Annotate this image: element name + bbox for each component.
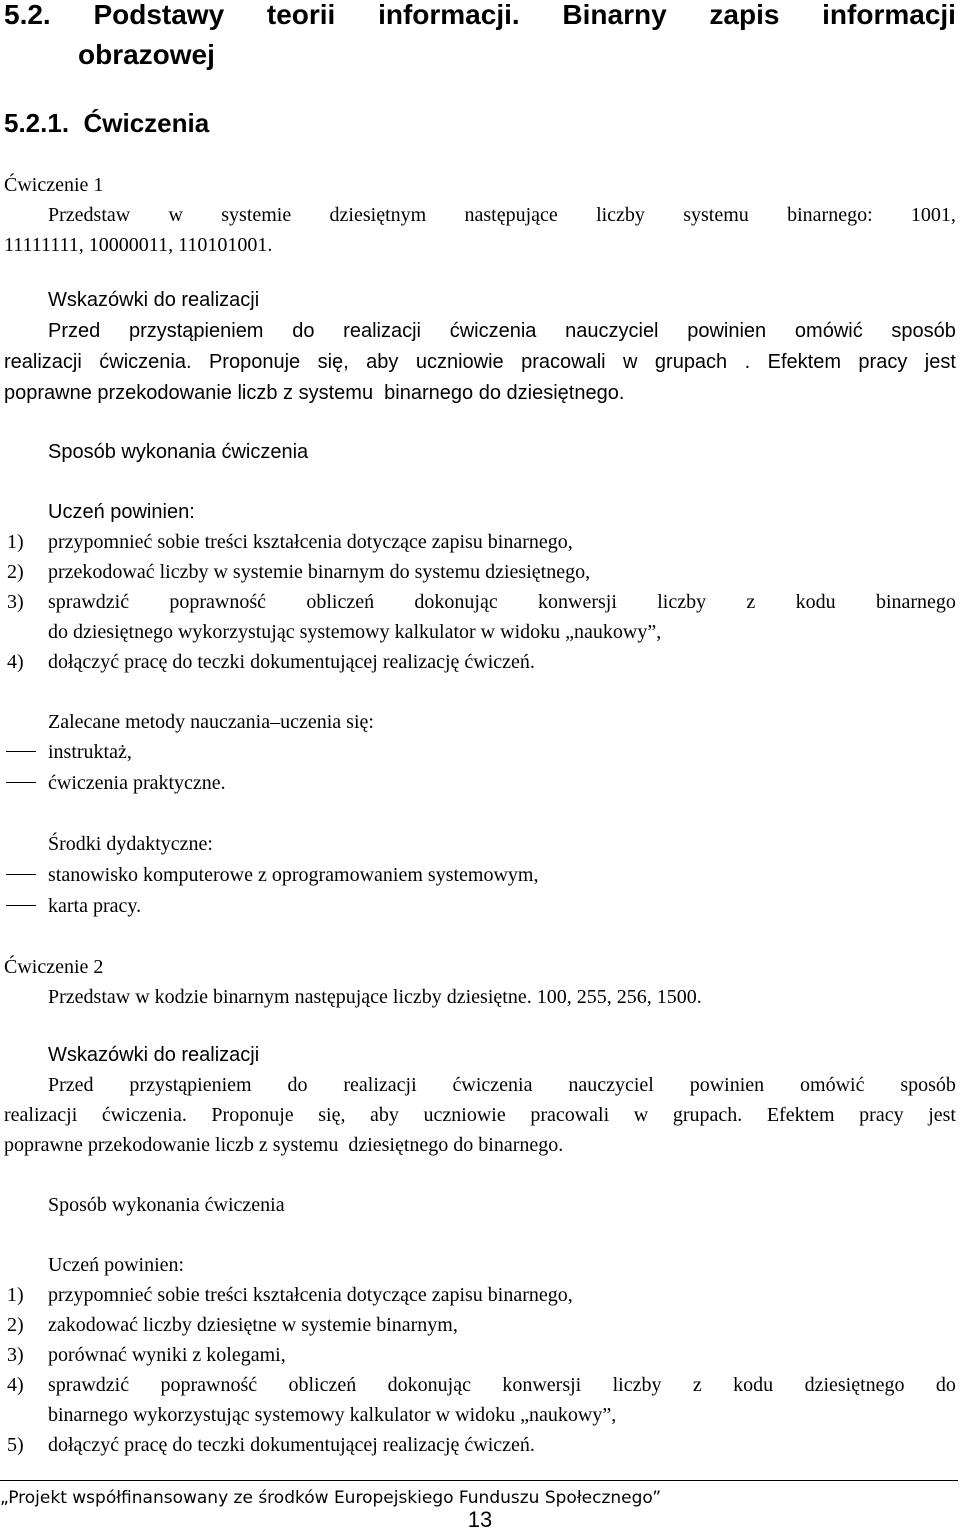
exercise-2-heading: Ćwiczenie 2	[4, 956, 104, 978]
exercise-2-hints-line1: Przed przystąpieniem do realizacji ćwiczenia nauczyciel powinien omówić sposób	[48, 1074, 956, 1096]
exercise-2-method-heading: Sposób wykonania ćwiczenia	[48, 1194, 285, 1216]
list-item-justified-text: sprawdzić poprawność obliczeń dokonując konwersji liczby z kodu dziesiętnego do	[48, 1374, 956, 1396]
dash-bullet-icon	[6, 782, 36, 783]
exercise-2-student-heading: Uczeń powinien:	[48, 1254, 185, 1276]
section-title: 5.2. Podstawy teorii informacji. Binarny zapis informacji	[4, 0, 956, 30]
page-number: 13	[467, 1507, 493, 1532]
exercise-1-hints-line3: poprawne przekodowanie liczb z systemu binarnego do dziesiętnego.	[4, 382, 625, 404]
dash-bullet-icon	[6, 874, 36, 875]
exercise-1-task-line2: 11111111, 10000011, 110101001.	[4, 234, 273, 256]
list-item-continuation: do dziesiętnego wykorzystując systemowy kalkulator w widoku „naukowy”,	[48, 621, 662, 643]
exercise-2-hints-line3: poprawne przekodowanie liczb z systemu dziesiętnego do binarnego.	[4, 1134, 564, 1156]
exercise-2-hints-heading: Wskazówki do realizacji	[48, 1044, 260, 1066]
exercise-1-tools-heading: Środki dydaktyczne:	[48, 833, 213, 855]
footer-project-note: „Projekt współfinansowany ze środków Europejskiego Funduszu Społecznego”	[0, 1488, 662, 1508]
list-item-continuation: binarnego wykorzystując systemowy kalkulator w widoku „naukowy”,	[48, 1404, 617, 1426]
exercise-1-hints-line1: Przed przystąpieniem do realizacji ćwiczenia nauczyciel powinien omówić sposób	[48, 320, 956, 342]
exercise-1-hints-line2: realizacji ćwiczenia. Proponuje się, aby uczniowie pracowali w grupach . Efektem pracy jest	[4, 351, 956, 373]
footer-divider	[0, 1480, 958, 1481]
exercise-1-method-heading: Sposób wykonania ćwiczenia	[48, 441, 309, 463]
exercise-2-task: Przedstaw w kodzie binarnym następujące liczby dziesiętne. 100, 255, 256, 1500.	[48, 986, 702, 1008]
exercise-1-heading: Ćwiczenie 1	[4, 174, 104, 196]
list-item-justified-text: sprawdzić poprawność obliczeń dokonując konwersji liczby z kodu binarnego	[48, 591, 956, 613]
exercise-1-hints-heading: Wskazówki do realizacji	[48, 289, 260, 311]
subsection-title: 5.2.1. Ćwiczenia	[4, 108, 210, 138]
exercise-1-task-line1: Przedstaw w systemie dziesiętnym następujące liczby systemu binarnego: 1001,	[48, 204, 956, 226]
dash-bullet-icon	[6, 751, 36, 752]
exercise-1-student-heading: Uczeń powinien:	[48, 501, 195, 523]
exercise-2-hints-line2: realizacji ćwiczenia. Proponuje się, aby uczniowie pracowali w grupach. Efektem pracy jest	[4, 1104, 956, 1126]
exercise-1-methods-heading: Zalecane metody nauczania–uczenia się:	[48, 711, 374, 733]
section-title-line2: obrazowej	[78, 39, 215, 70]
dash-bullet-icon	[6, 905, 36, 906]
document-page: 5.2. Podstawy teorii informacji. Binarny zapis informacji obrazowej 5.2.1. Ćwiczenia Ćwiczenie 1 Przedstaw w systemie dziesiętnym następujące liczby systemu binarnego: 1001, 11111111, 10000011, 110101001. Wskazówki do realizacji Przed przystąpieniem do realizacji ćwiczenia nauczyciel powinien omówić sposób realizacji ćwiczenia. Proponuje się, aby uczniowie pracowali w grupach . Efektem pracy jest poprawne przekodowanie liczb z systemu binarnego do dziesiętnego. Sposób wykonania ćwiczenia Uczeń powinien: 1) przypomnieć sobie treści kształcenia dotyczące zapisu binarnego, 2) przekodować liczby w systemie binarnym do systemu dziesiętnego, 3) sprawdzić poprawność obliczeń dokonując konwersji liczby z kodu binarnego do dziesiętnego wykorzystując systemowy kalkulator w widoku „naukowy”, 4) dołączyć pracę do teczki dokumentującej realizację ćwiczeń. Zalecane metody nauczania–uczenia się: instruktaż, ćwiczenia praktyczne. Środki dydaktyczne: stanowisko komputerowe z oprogramowaniem systemowym, karta pracy. Ćwiczenie 2 Przedstaw w kodzie binarnym następujące liczby dziesiętne. 100, 255, 256, 1500. Wskazówki do realizacji Przed przystąpieniem do realizacji ćwiczenia nauczyciel powinien omówić sposób realizacji ćwiczenia. Proponuje się, aby uczniowie pracowali w grupach. Efektem pracy jest poprawne przekodowanie liczb z systemu dziesiętnego do binarnego. Sposób wykonania ćwiczenia Uczeń powinien: 1) przypomnieć sobie treści kształcenia dotyczące zapisu binarnego, 2) zakodować liczby dziesiętne w systemie binarnym, 3) porównać wyniki z kolegami, 4) sprawdzić poprawność obliczeń dokonując konwersji liczby z kodu dziesiętnego do binarnego wykorzystując systemowy kalkulator w widoku „naukowy”, 5) dołączyć pracę do teczki dokumentującej realizację ćwiczeń. „Projekt współfinansowany ze środków Europejskiego Funduszu Społecznego” 13	[0, 0, 960, 1533]
